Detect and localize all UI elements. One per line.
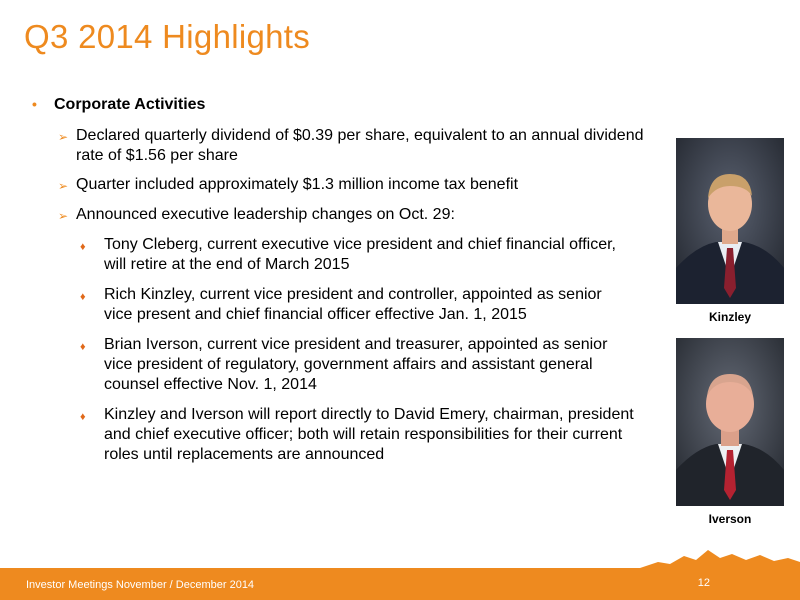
sub-list-item [80,405,652,465]
arrow-bullet-icon: ➢ [58,209,69,223]
list-item-text: Quarter included approximately $1.3 million income tax benefit [76,176,519,193]
sub-list-item [80,235,652,275]
page-number: 12 [697,577,710,589]
list-item-text: Declared quarterly dividend of $0.39 per share, equivalent to an annual dividend rate of $1.56 per share [76,127,644,164]
sub-list-item [80,285,652,325]
sub-list-item-text: Tony Cleberg, current executive vice president and chief financial officer, will retire at the end of March 2015 [104,236,616,273]
footer-text: Investor Meetings November / December 2014 [26,579,255,591]
arrow-bullet-icon: ➢ [58,179,69,193]
bullet-dot-icon: • [32,96,37,112]
sub-list-item [80,335,652,395]
slide-title: Q3 2014 Highlights [24,18,311,55]
list-item [58,175,652,196]
arrow-bullet-icon: ➢ [58,130,69,144]
list-item [58,205,652,226]
portrait-iverson-icon [676,338,784,506]
content-section [32,96,652,475]
diamond-bullet-icon: ♦ [80,241,86,253]
list-item-text: Announced executive leadership changes on Oct. 29: [76,206,455,223]
kinzley-caption: Kinzley [708,310,751,324]
diamond-bullet-icon: ♦ [80,341,86,353]
portrait-kinzley-icon [676,138,784,304]
sub-list-item-text: Kinzley and Iverson will report directly to David Emery, chairman, president and chief executive officer; both will retain responsibilities for their current roles until replacements are announced [104,406,634,463]
mountain-logo-icon [640,546,800,568]
kinzley-photo [676,138,784,304]
sub-list-item-text: Rich Kinzley, current vice president and controller, appointed as senior vice present and chief financial officer effective Jan. 1, 2015 [104,286,602,323]
sub-list-item-text: Brian Iverson, current vice president and treasurer, appointed as senior vice president of regulatory, government affairs and assistant general counsel effective Nov. 1, 2014 [104,336,608,393]
iverson-photo [676,338,784,506]
diamond-bullet-icon: ♦ [80,291,86,303]
list-item [58,126,652,166]
diamond-bullet-icon: ♦ [80,411,86,423]
iverson-caption: Iverson [708,512,752,526]
section-heading: Corporate Activities [54,96,206,113]
section-heading-row [32,96,652,114]
